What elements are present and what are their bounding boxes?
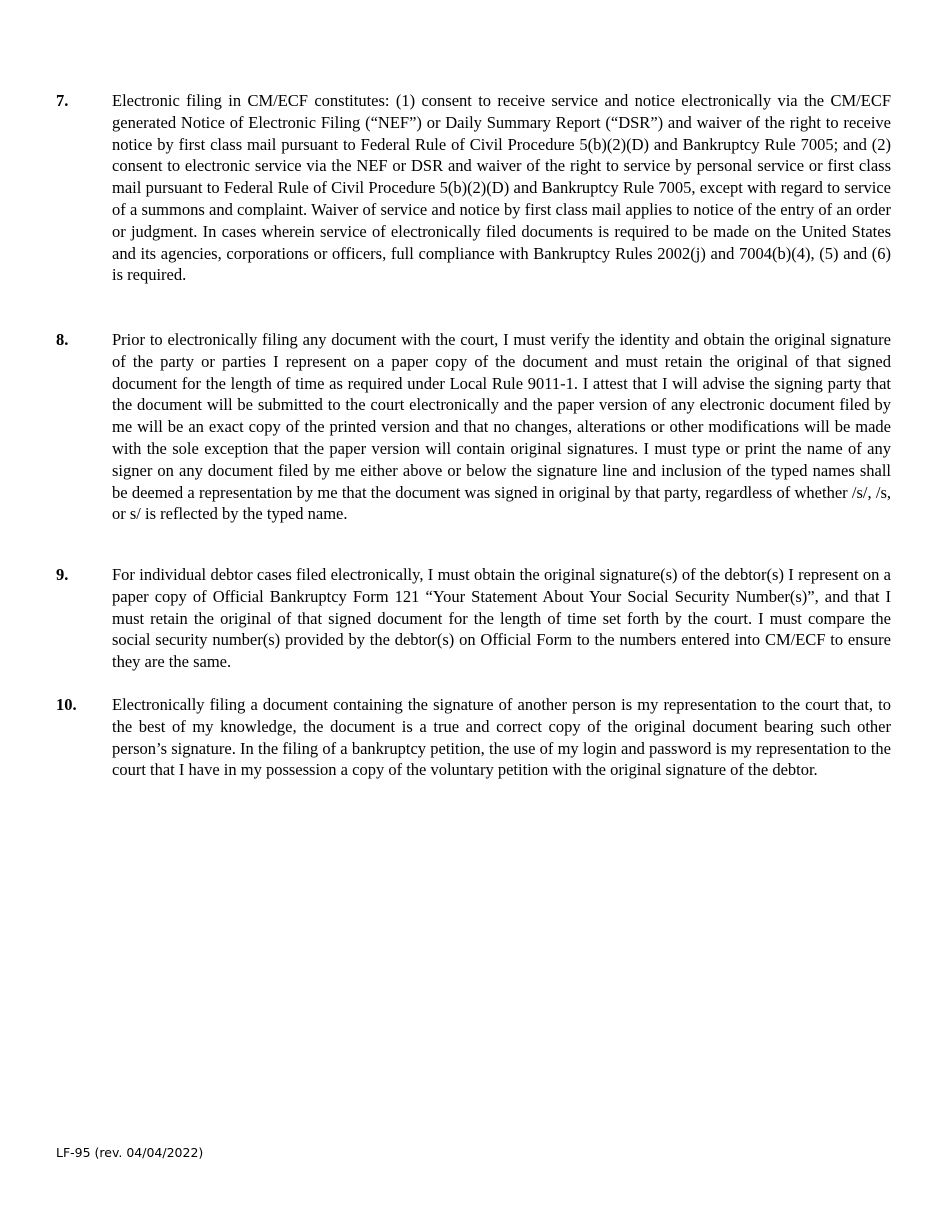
paragraph-item-8 (56, 329, 891, 525)
item-number: 7. (56, 91, 69, 110)
paragraph-item-7 (56, 90, 891, 286)
footer-form-id: LF-95 (rev. 04/04/2022) (56, 1145, 204, 1160)
item-number: 10. (56, 695, 77, 714)
item-text: Prior to electronically filing any document with the court, I must verify the identity and obtain the original signature of the party or parties I represent on a paper copy of the document and must retain the original of that signed document for the length of time as required under Local Rule 9011-1. I attest that I will advise the signing party that the document will be submitted to the court electronically and the paper version of any electronic document filed by me will be an exact copy of the printed version and that no changes, alterations or other modifications will be made with the sole exception that the paper version will contain original signatures. I must type or print the name of any signer on any document filed by me either above or below the signature line and inclusion of the typed names shall be deemed a representation by me that the document was signed in original by that party, regardless of whether /s/, /s, or s/ is reflected by the typed name. (112, 330, 891, 524)
item-number: 8. (56, 330, 69, 349)
item-text: Electronically filing a document containing the signature of another person is my representation to the court that, to the best of my knowledge, the document is a true and correct copy of the original document bearing such other person’s signature. In the filing of a bankruptcy petition, the use of my login and password is my representation to the court that I have in my possession a copy of the voluntary petition with the original signature of the debtor. (112, 695, 891, 780)
item-number: 9. (56, 565, 69, 584)
item-text: For individual debtor cases filed electronically, I must obtain the original signature(s) of the debtor(s) I represent on a paper copy of Official Bankruptcy Form 121 “Your Statement About Your Social Security Number(s)”, and that I must retain the original of that signed document for the length of time set forth by the court. I must compare the social security number(s) provided by the debtor(s) on Official Form to the numbers entered into CM/ECF to ensure they are the same. (112, 565, 891, 672)
paragraph-item-9 (56, 564, 891, 673)
paragraph-item-10 (56, 694, 891, 781)
item-text: Electronic filing in CM/ECF constitutes: (1) consent to receive service and notice electronically via the CM/ECF generated Notice of Electronic Filing (“NEF”) or Daily Summary Report (“DSR”) and waiver of the right to receive notice by first class mail pursuant to Federal Rule of Civil Procedure 5(b)(2)(D) and Bankruptcy Rule 7005; and (2) consent to electronic service via the NEF or DSR and waiver of the right to service by personal service or first class mail pursuant to Federal Rule of Civil Procedure 5(b)(2)(D) and Bankruptcy Rule 7005, except with regard to service of a summons and complaint. Waiver of service and notice by first class mail applies to notice of the entry of an order or judgment. In cases wherein service of electronically filed documents is required to be made on the United States and its agencies, corporations or officers, full compliance with Bankruptcy Rules 2002(j) and 7004(b)(4), (5) and (6) is required. (112, 91, 891, 285)
